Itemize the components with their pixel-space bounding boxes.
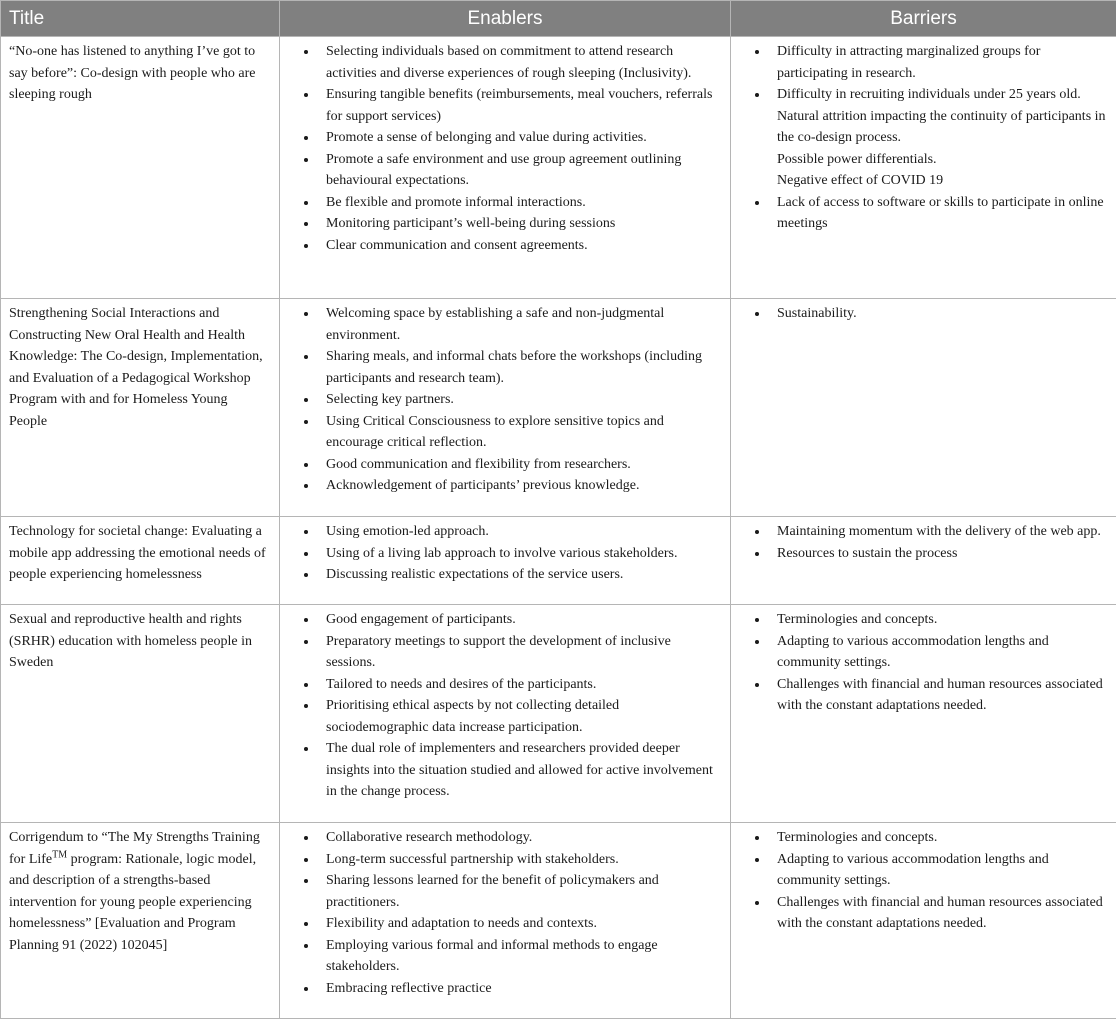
trademark-mark: TM [52,849,67,860]
enablers-list [288,303,722,497]
list-item: • Welcoming space by establishing a safe and non-judgmental environment. [318,303,722,346]
list-item: • Difficulty in recruiting individuals under 25 years old. [769,84,1108,106]
table-row [1,823,1116,1019]
barriers-list [739,827,1108,935]
header-title: Title [1,1,280,37]
row-title: Strengthening Social Interactions and Constructing New Oral Health and Health Knowledge: The Co-design, Implementation, and Evaluation of a Pedagogical Workshop Program with and for Homeless Young People [1,299,280,517]
row-title: Technology for societal change: Evaluating a mobile app addressing the emotional needs of people experiencing homelessness [1,517,280,605]
table-row [1,605,1116,823]
table-row [1,299,1116,517]
list-item: • Ensuring tangible benefits (reimbursements, meal vouchers, referrals for support services) [318,84,722,127]
list-item: • Monitoring participant’s well-being during sessions [318,213,722,235]
barriers-list [739,609,1108,717]
list-item: • Adapting to various accommodation lengths and community settings. [769,849,1108,892]
barriers-cell [731,823,1116,1019]
enablers-list [288,827,722,999]
list-item: • Sharing meals, and informal chats before the workshops (including participants and research team). [318,346,722,389]
list-item: • Promote a sense of belonging and value during activities. [318,127,722,149]
enablers-cell [280,605,731,823]
list-item: • Challenges with financial and human resources associated with the constant adaptations needed. [769,674,1108,717]
row-title: “No-one has listened to anything I’ve got to say before”: Co-design with people who are sleeping rough [1,37,280,299]
list-item: Possible power differentials. [769,149,1108,171]
list-item: • Be flexible and promote informal interactions. [318,192,722,214]
list-item: • Discussing realistic expectations of the service users. [318,564,722,586]
list-item: • Preparatory meetings to support the development of inclusive sessions. [318,631,722,674]
list-item: • Resources to sustain the process [769,543,1108,565]
list-item: • Prioritising ethical aspects by not collecting detailed sociodemographic data increase participation. [318,695,722,738]
header-barriers: Barriers [731,1,1116,37]
list-item: • Flexibility and adaptation to needs and contexts. [318,913,722,935]
list-item: • Lack of access to software or skills to participate in online meetings [769,192,1108,235]
table-row [1,517,1116,605]
list-item: • Good engagement of participants. [318,609,722,631]
list-item: • Sustainability. [769,303,1108,325]
row-title-main: Corrigendum to “The My Strengths Training for Life [9,830,260,867]
list-item: • Employing various formal and informal methods to engage stakeholders. [318,935,722,978]
barriers-cell [731,37,1116,299]
barriers-cell [731,299,1116,517]
list-item: • Good communication and flexibility from researchers. [318,454,722,476]
list-item: • Challenges with financial and human resources associated with the constant adaptations needed. [769,892,1108,935]
header-row [1,1,1116,37]
barriers-list [739,521,1108,564]
list-item: • Tailored to needs and desires of the participants. [318,674,722,696]
enablers-cell [280,823,731,1019]
enablers-list [288,41,722,256]
list-item: Natural attrition impacting the continuity of participants in the co-design process. [769,106,1108,149]
list-item: • Long-term successful partnership with stakeholders. [318,849,722,871]
list-item: • Acknowledgement of participants’ previous knowledge. [318,475,722,497]
enablers-cell [280,37,731,299]
enablers-cell [280,299,731,517]
barriers-cell [731,605,1116,823]
list-item: • Sharing lessons learned for the benefit of policymakers and practitioners. [318,870,722,913]
list-item: • Embracing reflective practice [318,978,722,1000]
list-item: • Collaborative research methodology. [318,827,722,849]
list-item: • Selecting individuals based on commitment to attend research activities and diverse experiences of rough sleeping (Inclusivity). [318,41,722,84]
list-item: • Maintaining momentum with the delivery of the web app. [769,521,1108,543]
row-title-rest: program: Rationale, logic model, and description of a strengths-based intervention for young people experiencing homelessness” [Evaluation and Program Planning 91 (2022) 102045] [9,852,256,953]
header-enablers: Enablers [280,1,731,37]
enablers-cell [280,517,731,605]
list-item: • Difficulty in attracting marginalized groups for participating in research. [769,41,1108,84]
table-row [1,37,1116,299]
enablers-list [288,521,722,586]
list-item: • Terminologies and concepts. [769,827,1108,849]
list-item: • Using emotion-led approach. [318,521,722,543]
list-item: • Using of a living lab approach to involve various stakeholders. [318,543,722,565]
list-item: • Terminologies and concepts. [769,609,1108,631]
list-item: Negative effect of COVID 19 [769,170,1108,192]
row-title [1,823,280,1019]
enablers-list [288,609,722,803]
list-item: • Using Critical Consciousness to explore sensitive topics and encourage critical reflection. [318,411,722,454]
list-item: • Clear communication and consent agreements. [318,235,722,257]
row-title: Sexual and reproductive health and rights (SRHR) education with homeless people in Sweden [1,605,280,823]
list-item: • Promote a safe environment and use group agreement outlining behavioural expectations. [318,149,722,192]
list-item: • Adapting to various accommodation lengths and community settings. [769,631,1108,674]
barriers-list [739,303,1108,325]
barriers-cell [731,517,1116,605]
list-item: • The dual role of implementers and researchers provided deeper insights into the situation studied and allowed for active involvement in the change process. [318,738,722,803]
barriers-list [739,41,1108,235]
list-item: • Selecting key partners. [318,389,722,411]
